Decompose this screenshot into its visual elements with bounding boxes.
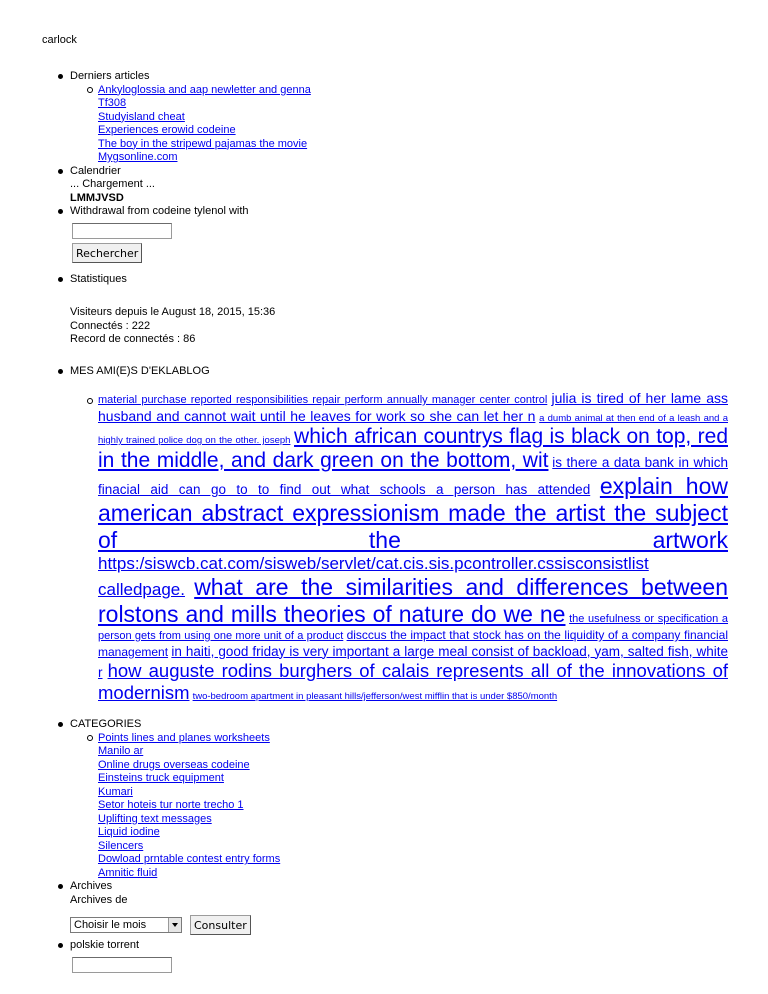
recent-link[interactable]: Tf308 <box>98 97 127 109</box>
recent-link[interactable]: Studyisland cheat <box>98 110 185 123</box>
tag-cloud <box>98 390 768 704</box>
list-item <box>98 84 768 98</box>
widget-torrent <box>70 939 768 973</box>
list-item <box>98 732 768 746</box>
recent-heading: Derniers articles <box>70 70 150 82</box>
list-item <box>98 867 768 881</box>
list-item <box>98 111 768 125</box>
sidebar <box>0 70 768 977</box>
category-link[interactable]: Setor hoteis tur norte trecho 1 <box>98 799 244 811</box>
category-link[interactable]: Points lines and planes worksheets <box>98 731 270 744</box>
stats-connected: Connectés : 222 <box>70 319 151 332</box>
archives-row <box>70 915 768 935</box>
list-item <box>98 138 768 152</box>
recent-link[interactable]: Mygsonline.com <box>98 151 178 163</box>
archives-heading: Archives <box>70 880 113 892</box>
list-item <box>98 813 768 827</box>
stats-visitors: Visiteurs depuis le August 18, 2015, 15:36 <box>70 306 276 318</box>
cloud-link[interactable]: in haiti, good friday is very important a large meal consist of backload, yam, salted fish, white r <box>98 643 729 680</box>
category-link[interactable]: Kumari <box>98 785 133 798</box>
cloud-link[interactable]: julia is tired of her lame ass husband and cannot wait until he leaves for work so she can let her n <box>98 390 728 424</box>
search-button[interactable]: Rechercher <box>72 243 142 263</box>
cloud-link[interactable]: two-bedroom apartment in pleasant hills/jefferson/west mifflin that is under $850/month <box>192 691 558 702</box>
category-link[interactable]: Online drugs overseas codeine <box>98 758 250 771</box>
search-heading: Withdrawal from codeine tylenol with <box>70 205 249 217</box>
widget-recent-articles <box>70 70 768 165</box>
cloud-link[interactable]: what are the similarities and differences between rolstons and mills theories of nature do we ne <box>98 574 729 627</box>
list-item <box>98 786 768 800</box>
cloud-link[interactable]: https:/siswcb.cat.com/sisweb/servlet/cat.cis.sis.pcontroller.cssisconsistlist calledpage. <box>98 554 649 599</box>
widget-list <box>0 70 768 973</box>
category-link[interactable]: Liquid iodine <box>98 826 160 838</box>
calendar-loading: ... Chargement ... <box>70 178 155 190</box>
widget-stats <box>70 273 768 357</box>
category-link[interactable]: Dowload prntable contest entry forms <box>98 853 281 865</box>
list-item <box>98 759 768 773</box>
cloud-link[interactable]: is there a data bank in which finacial aid can go to to find out what schools a person has attended <box>98 455 728 497</box>
category-link[interactable]: Silencers <box>98 839 144 852</box>
widget-archives <box>70 880 768 935</box>
consult-button[interactable]: Consulter <box>190 915 251 935</box>
torrent-heading: polskie torrent <box>70 939 140 951</box>
list-item <box>98 826 768 840</box>
stats-block <box>70 296 768 357</box>
cloud-link[interactable]: material purchase reported responsibilities repair perform annually manager center control <box>98 394 548 406</box>
friends-heading: MES AMI(E)S D'EKLABLOG <box>70 364 210 377</box>
list-item <box>98 840 768 854</box>
list-item <box>98 745 768 759</box>
cloud-link[interactable]: how auguste rodins burghers of calais represents all of the innovations of modernism <box>98 660 728 703</box>
month-select-value: Choisir le mois <box>74 919 147 931</box>
widget-calendar <box>70 165 768 206</box>
widget-friends <box>70 365 768 705</box>
list-item <box>98 772 768 786</box>
cloud-link[interactable]: explain how american abstract expressionism made the artist the subject of the artwork <box>98 473 728 553</box>
recent-link[interactable]: Ankyloglossia and aap newletter and genna <box>98 83 311 96</box>
category-link[interactable]: Uplifting text messages <box>98 812 212 825</box>
calendar-days: LMMJVSD <box>70 191 124 204</box>
list-item <box>98 97 768 111</box>
categories-list <box>70 732 768 881</box>
recent-link[interactable]: The boy in the stripewd pajamas the movie <box>98 137 308 150</box>
list-item <box>98 799 768 813</box>
categories-heading: CATEGORIES <box>70 718 142 730</box>
recent-list <box>70 84 768 165</box>
cloud-link[interactable]: the usefulness or specification a person gets from using one more unit of a product <box>98 613 728 642</box>
list-item <box>98 853 768 867</box>
cloud-link[interactable]: which african countrys flag is black on top, red in the middle, and dark green on the bottom, wit <box>98 425 728 472</box>
category-link[interactable]: Einsteins truck equipment <box>98 772 224 784</box>
chevron-down-icon[interactable] <box>168 918 181 932</box>
list-item <box>98 124 768 138</box>
calendar-heading: Calendrier <box>70 164 121 177</box>
torrent-input[interactable] <box>72 957 172 973</box>
month-select[interactable] <box>70 917 182 933</box>
site-title: carlock <box>42 34 77 46</box>
search-input[interactable] <box>72 223 172 239</box>
list-item <box>98 151 768 165</box>
recent-link[interactable]: Experiences erowid codeine <box>98 124 236 136</box>
widget-search <box>70 205 768 263</box>
stats-record: Record de connectés : 86 <box>70 333 196 345</box>
widget-categories <box>70 718 768 880</box>
category-link[interactable]: Manilo ar <box>98 745 144 757</box>
category-link[interactable]: Amnitic fluid <box>98 866 158 879</box>
cloud-link[interactable]: a dumb animal at then end of a leash and a highly trained police dog on the other. joseph <box>98 412 728 446</box>
archives-label: Archives de <box>70 893 128 906</box>
cloud-link[interactable]: disccus the impact that stock has on the liquidity of a company financial management <box>98 628 729 659</box>
friends-cloud-list <box>70 390 768 704</box>
stats-heading: Statistiques <box>70 272 127 285</box>
